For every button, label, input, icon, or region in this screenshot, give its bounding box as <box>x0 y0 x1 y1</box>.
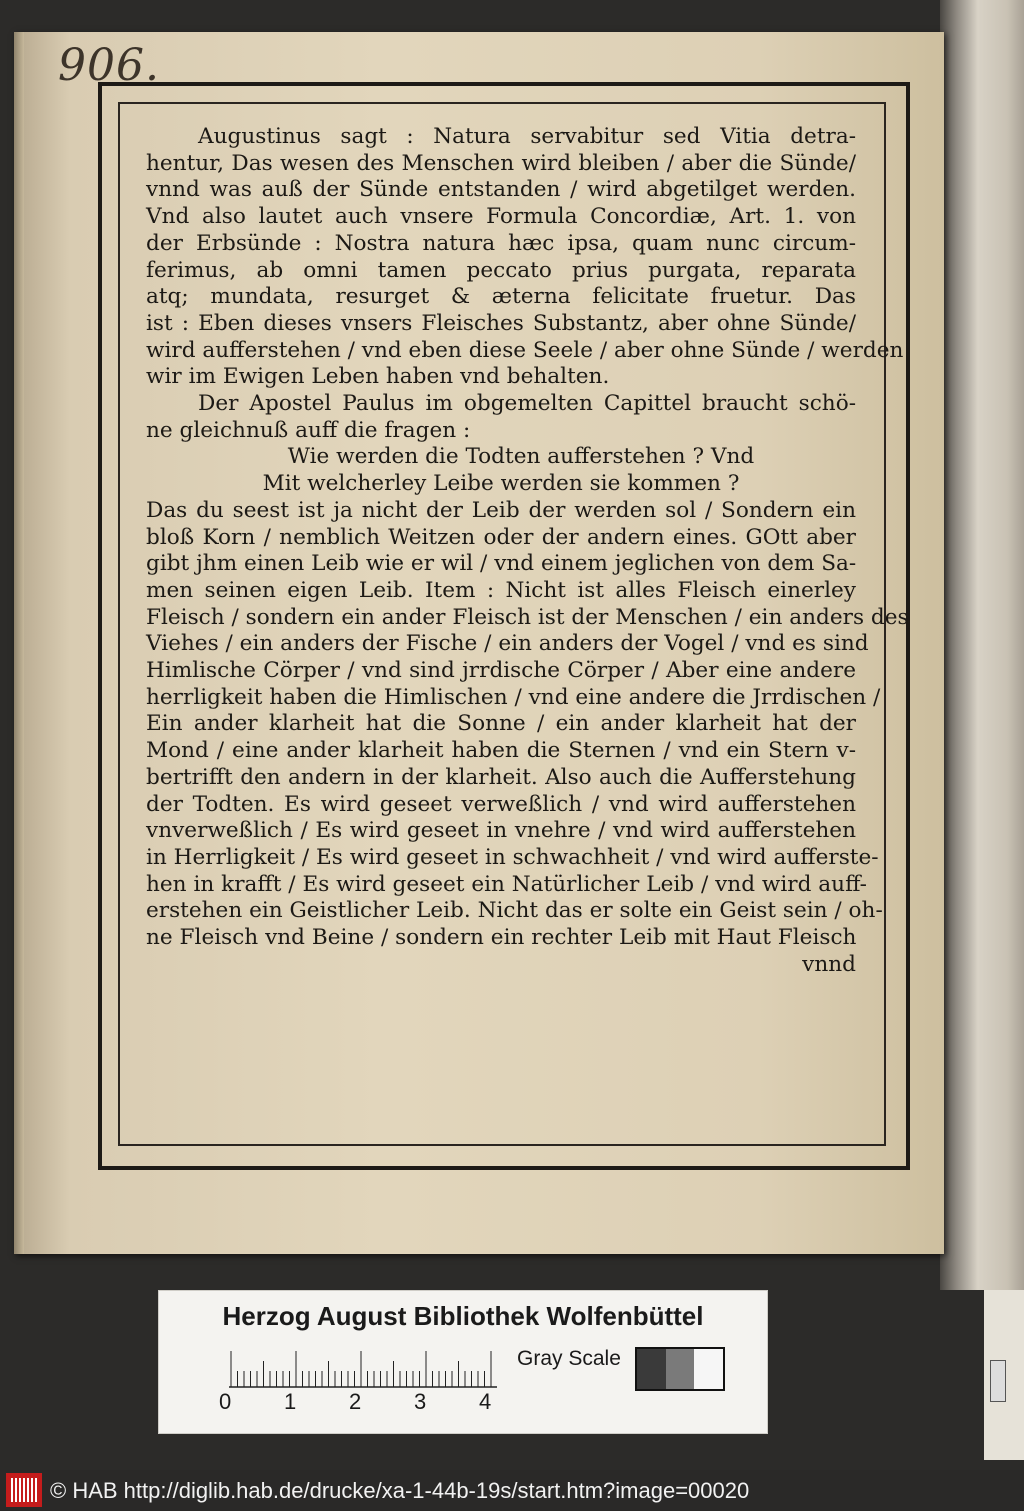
logo-bar <box>23 1478 25 1502</box>
text-line: Wie werden die Todten aufferstehen ? Vnd <box>287 444 755 470</box>
footer-copyright-url[interactable]: © HAB http://diglib.hab.de/drucke/xa-1-44b-19s/start.htm?image=00020 <box>50 1478 750 1503</box>
gray-swatch <box>694 1349 723 1389</box>
text-line: vnnd <box>802 951 856 977</box>
text-line: ist : Eben dieses vnsers Fleisches Substantz, aber ohne Sünde/ <box>146 310 856 336</box>
gray-swatch <box>637 1349 666 1389</box>
text-line: Der Apostel Paulus im obgemelten Capittel braucht schö- <box>198 391 856 417</box>
slip-mark <box>990 1360 1006 1402</box>
text-line: Himlische Cörper / vnd sind jrrdische Cörper / Aber eine andere <box>146 658 856 684</box>
page-edge <box>14 32 24 1254</box>
text-line: bertrifft den andern in der klarheit. Also auch die Aufferstehung <box>146 764 856 790</box>
text-line: erstehen ein Geistlicher Leib. Nicht das er solte ein Geist sein / oh- <box>146 898 883 924</box>
text-line: bloß Korn / nemblich Weitzen oder der andern eines. GOtt aber <box>146 524 856 550</box>
text-line: in Herrligkeit / Es wird geseet in schwachheit / vnd wird aufferste- <box>146 844 879 870</box>
text-line: vnnd was auß der Sünde entstanden / wird abgetilget werden. <box>146 177 856 203</box>
text-line: vnverweßlich / Es wird geseet in vnehre / vnd wird aufferstehen <box>146 818 856 844</box>
text-line: Mond / eine ander klarheit haben die Sternen / vnd ein Stern v- <box>146 738 856 764</box>
text-line: ferimus, ab omni tamen peccato prius purgata, reparata <box>146 257 856 283</box>
logo-bar <box>11 1478 13 1502</box>
ruler-numbers <box>219 1389 519 1417</box>
text-line: atq; mundata, resurget & æterna felicitate fruetur. Das <box>146 284 856 310</box>
gray-scale-label: Gray Scale <box>517 1347 621 1370</box>
text-line: ne gleichnuß auff die fragen : <box>146 417 471 443</box>
logo-bar <box>27 1478 29 1502</box>
ruler-number: 4 <box>479 1389 492 1414</box>
text-line: wir im Ewigen Leben haben vnd behalten. <box>146 364 610 390</box>
text-line: hen in krafft / Es wird geseet ein Natürlicher Leib / vnd wird auff- <box>146 871 867 897</box>
page-text <box>146 124 909 979</box>
adjacent-page <box>940 0 1024 1290</box>
library-color-chart <box>158 1290 768 1434</box>
logo-bar <box>15 1478 17 1502</box>
text-line: Mit welcherley Leibe werden sie kommen ? <box>262 471 740 497</box>
ruler-number: 3 <box>414 1389 427 1414</box>
text-line: Fleisch / sondern ein ander Fleisch ist der Menschen / ein anders des <box>146 604 909 630</box>
text-line: ne Fleisch vnd Beine / sondern ein rechter Leib mit Haut Fleisch <box>146 925 857 951</box>
text-line: wird aufferstehen / vnd eben diese Seele / aber ohne Sünde / werden <box>146 337 904 363</box>
text-line: Viehes / ein anders der Fische / ein anders der Vogel / vnd es sind <box>146 631 869 657</box>
text-line: hentur, Das wesen des Menschen wird bleiben / aber die Sünde/ <box>146 150 856 176</box>
ruler-number: 1 <box>284 1389 297 1414</box>
ruler-scale <box>229 1349 499 1389</box>
text-line: Vnd also lautet auch vnsere Formula Concordiæ, Art. 1. von <box>146 204 856 230</box>
text-line: men seinen eigen Leib. Item : Nicht ist alles Fleisch einerley <box>146 577 856 603</box>
gray-scale-swatches <box>635 1347 725 1391</box>
ruler-number: 0 <box>219 1389 232 1414</box>
logo-bar <box>31 1478 33 1502</box>
gray-swatch <box>666 1349 695 1389</box>
logo-bar <box>19 1478 21 1502</box>
text-line: der Todten. Es wird geseet verweßlich / vnd wird aufferstehen <box>146 791 856 817</box>
adjacent-label-slip <box>984 1290 1024 1460</box>
page-number: 906. <box>58 40 160 91</box>
text-line: gibt jhm einen Leib wie er wil / vnd einem jeglichen von dem Sa- <box>146 551 857 577</box>
text-line: Ein ander klarheit hat die Sonne / ein ander klarheit hat der <box>146 711 856 737</box>
hab-logo-icon <box>6 1473 42 1507</box>
ruler-number: 2 <box>349 1389 362 1414</box>
library-name: Herzog August Bibliothek Wolfenbüttel <box>222 1301 704 1331</box>
text-line: der Erbsünde : Nostra natura hæc ipsa, quam nunc circum- <box>146 230 856 256</box>
logo-bar <box>35 1478 37 1502</box>
text-line: herrligkeit haben die Himlischen / vnd eine andere die Jrrdischen / <box>146 684 881 710</box>
text-line: Augustinus sagt : Natura servabitur sed Vitia detra- <box>198 124 856 149</box>
text-line: Das du seest ist ja nicht der Leib der werden sol / Sondern ein <box>146 497 856 523</box>
